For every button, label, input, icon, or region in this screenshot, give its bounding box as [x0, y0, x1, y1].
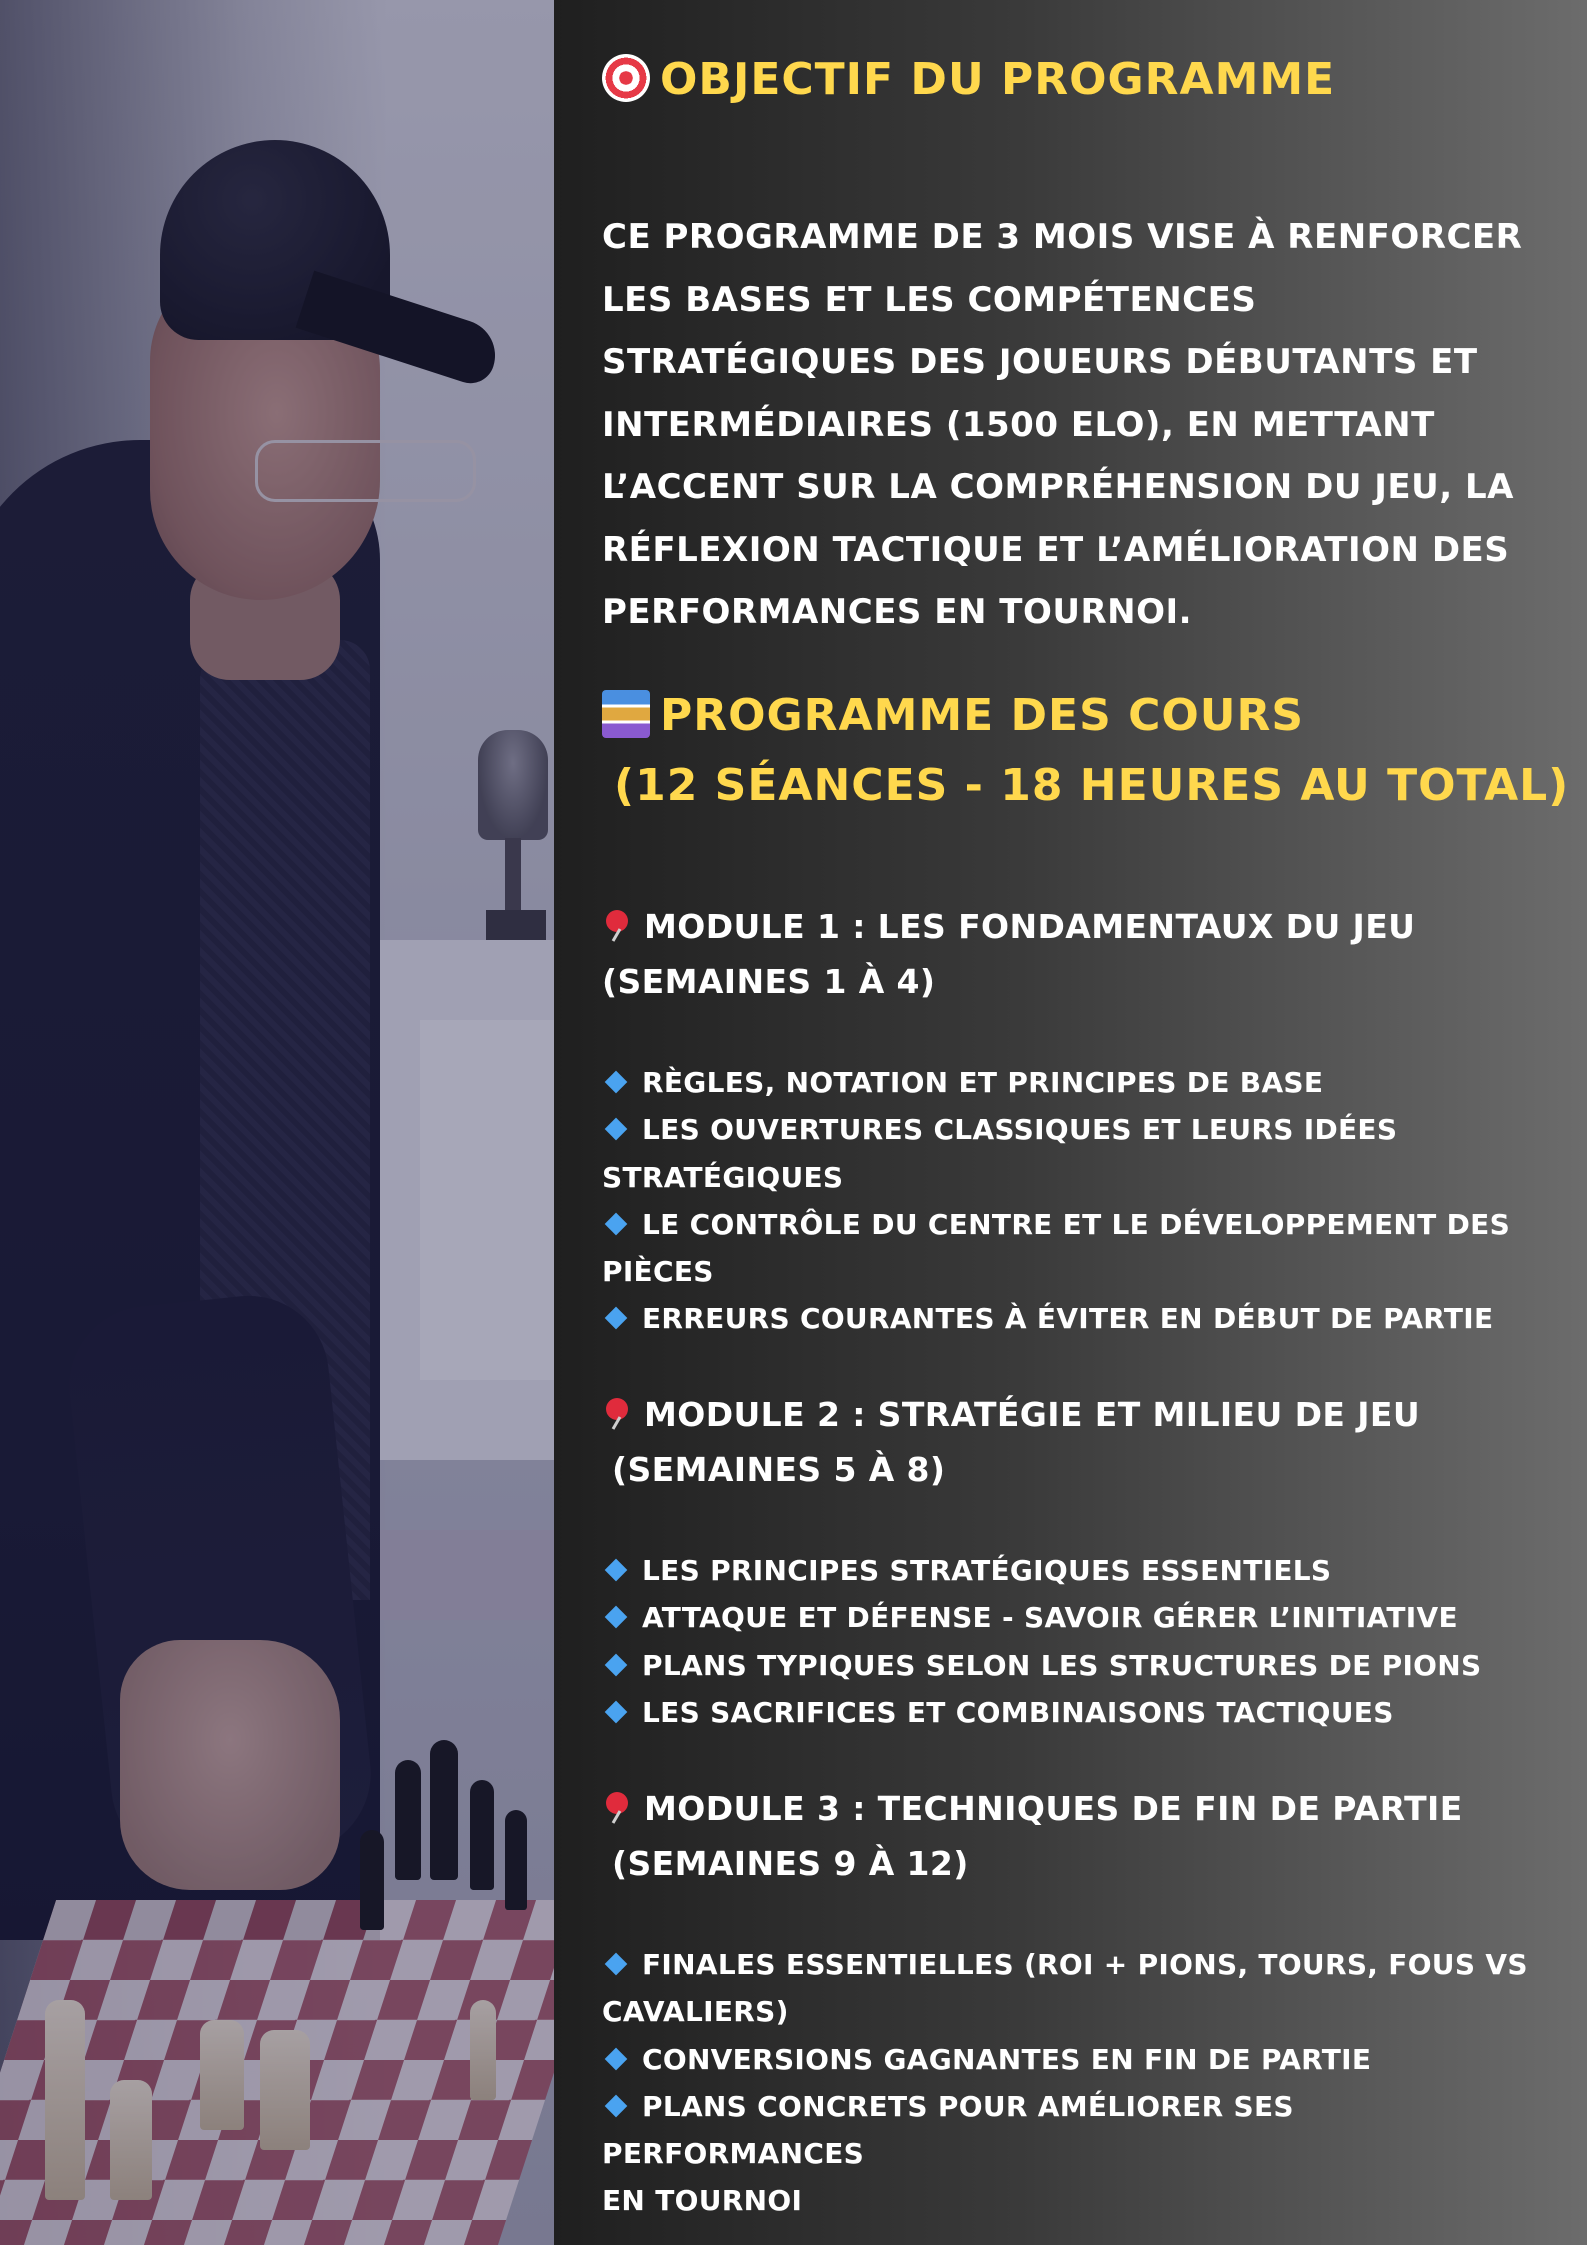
list-item — [602, 1547, 1562, 1594]
blue-diamond-icon — [605, 1213, 628, 1236]
courses-heading — [602, 690, 1304, 741]
courses-title: PROGRAMME DES COURS — [660, 690, 1305, 741]
objective-title: OBJECTIF DU PROGRAMME — [660, 54, 1336, 105]
program-content — [554, 0, 1587, 2245]
module-title-line: MODULE 3 : TECHNIQUES DE FIN DE PARTIE — [644, 1789, 1463, 1828]
pushpin-icon — [602, 908, 636, 942]
blue-diamond-icon — [605, 1307, 628, 1330]
list-item-continuation: CAVALIERS) — [602, 1995, 789, 2029]
pushpin-icon — [602, 1396, 636, 1430]
blue-diamond-icon — [605, 1953, 628, 1976]
list-item-text: LES PRINCIPES STRATÉGIQUES ESSENTIELS — [642, 1554, 1332, 1587]
list-item — [602, 1295, 1562, 1342]
photo-tint — [0, 0, 554, 2245]
list-item-continuation: EN TOURNOI — [602, 2184, 803, 2218]
module-3-title — [602, 1781, 1562, 1891]
books-icon — [602, 690, 650, 738]
module-2-bullets — [602, 1547, 1562, 1736]
target-icon — [602, 54, 650, 102]
objective-line: STRATÉGIQUES DES JOUEURS DÉBUTANTS ET — [602, 342, 1478, 382]
list-item-text: PLANS CONCRETS POUR AMÉLIORER SES PERFORMANCES — [602, 2089, 1294, 2171]
objective-line: CE PROGRAMME DE 3 MOIS VISE À RENFORCER — [602, 217, 1523, 257]
module-weeks: (SEMAINES 1 À 4) — [602, 962, 936, 1001]
objective-line: INTERMÉDIAIRES (1500 ELO), EN METTANT — [602, 404, 1435, 445]
blue-diamond-icon — [605, 1559, 628, 1582]
objective-line: L’ACCENT SUR LA COMPRÉHENSION DU JEU, LA — [602, 467, 1514, 507]
pushpin-icon — [602, 1790, 636, 1824]
list-item-text: CONVERSIONS GAGNANTES EN FIN DE PARTIE — [642, 2042, 1372, 2076]
list-item — [602, 1059, 1562, 1106]
list-item — [602, 1594, 1562, 1641]
list-item — [602, 1689, 1562, 1736]
objective-line: LES BASES ET LES COMPÉTENCES — [602, 279, 1257, 320]
courses-subheading: (12 SÉANCES - 18 HEURES AU TOTAL) — [614, 760, 1570, 811]
module-weeks: (SEMAINES 9 À 12) — [612, 1844, 969, 1883]
objective-paragraph — [602, 206, 1562, 644]
objective-line: PERFORMANCES EN TOURNOI. — [602, 592, 1193, 632]
blue-diamond-icon — [605, 2095, 628, 2118]
blue-diamond-icon — [605, 1118, 628, 1141]
module-title-line: MODULE 2 : STRATÉGIE ET MILIEU DE JEU — [644, 1395, 1421, 1434]
coach-photo — [0, 0, 554, 2245]
list-item-text: RÈGLES, NOTATION ET PRINCIPES DE BASE — [642, 1066, 1324, 1099]
module-weeks: (SEMAINES 5 À 8) — [612, 1450, 946, 1489]
list-item — [602, 1642, 1562, 1689]
module-1-title — [602, 899, 1562, 1009]
list-item-text: PLANS TYPIQUES SELON LES STRUCTURES DE PIONS — [642, 1648, 1482, 1682]
list-item-text: LE CONTRÔLE DU CENTRE ET LE DÉVELOPPEMENT DES — [642, 1207, 1511, 1241]
list-item-text: FINALES ESSENTIELLES (ROI + PIONS, TOURS, FOUS VS — [642, 1948, 1528, 1981]
objective-line: RÉFLEXION TACTIQUE ET L’AMÉLIORATION DES — [602, 529, 1510, 570]
list-item-continuation: PIÈCES — [602, 1255, 714, 1289]
blue-diamond-icon — [605, 1606, 628, 1629]
list-item — [602, 2036, 1562, 2083]
list-item-text: LES SACRIFICES ET COMBINAISONS TACTIQUES — [642, 1695, 1394, 1729]
blue-diamond-icon — [605, 1653, 628, 1676]
list-item — [602, 2083, 1562, 2178]
objective-heading — [602, 54, 1335, 105]
list-item — [602, 1106, 1562, 1153]
module-title-line: MODULE 1 : LES FONDAMENTAUX DU JEU — [644, 907, 1416, 946]
list-item-text: LES OUVERTURES CLASSIQUES ET LEURS IDÉES — [642, 1113, 1398, 1147]
blue-diamond-icon — [605, 2047, 628, 2070]
module-3-bullets — [602, 1941, 1562, 2225]
list-item-text: ERREURS COURANTES À ÉVITER EN DÉBUT DE PARTIE — [642, 1302, 1494, 1336]
list-item-text: ATTAQUE ET DÉFENSE - SAVOIR GÉRER L’INITIATIVE — [642, 1601, 1458, 1635]
blue-diamond-icon — [605, 1701, 628, 1724]
module-1-bullets — [602, 1059, 1562, 1343]
list-item — [602, 1201, 1562, 1248]
list-item — [602, 1941, 1562, 1988]
blue-diamond-icon — [605, 1071, 628, 1094]
module-2-title — [602, 1387, 1562, 1497]
list-item-continuation: STRATÉGIQUES — [602, 1160, 844, 1194]
